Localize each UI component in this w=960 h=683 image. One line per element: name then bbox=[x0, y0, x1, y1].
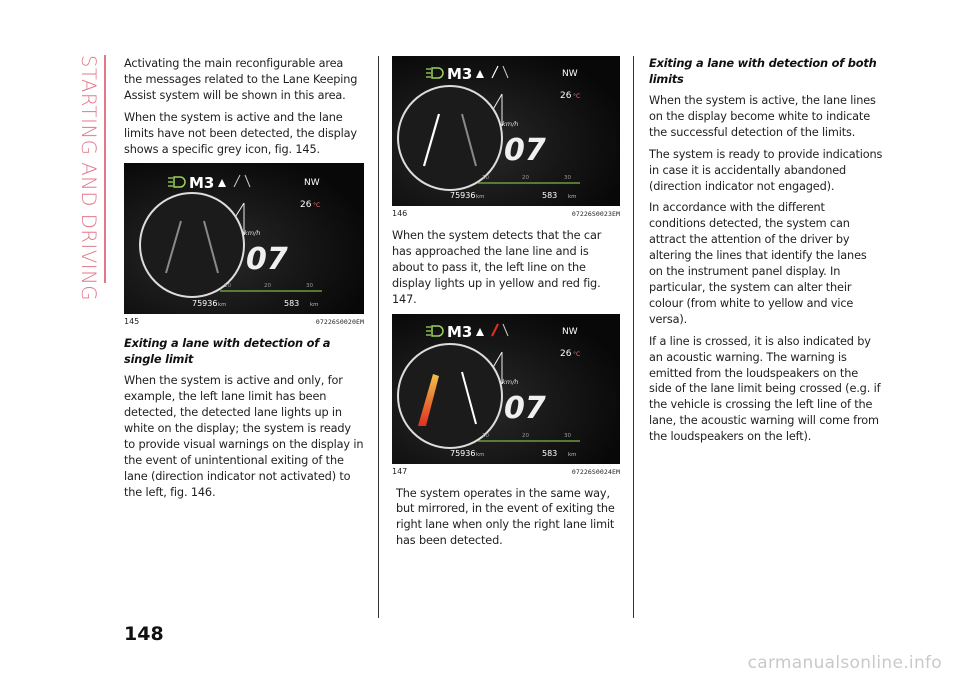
range-unit: km bbox=[568, 194, 577, 200]
dashboard-illustration bbox=[392, 56, 620, 206]
range-unit: km bbox=[568, 451, 577, 458]
heading-label: NW bbox=[562, 326, 578, 337]
odometer: 75936 bbox=[450, 448, 476, 458]
column-1 bbox=[124, 56, 364, 507]
odometer: 75936 bbox=[192, 299, 218, 309]
odometer-unit: km bbox=[476, 451, 485, 458]
temperature: 26 bbox=[300, 200, 312, 211]
odometer-unit: km bbox=[476, 194, 485, 200]
range: 583 bbox=[284, 299, 300, 309]
gear-digits: 07 bbox=[504, 133, 546, 168]
tick-10: 10 bbox=[224, 283, 231, 290]
page-number: 148 bbox=[124, 623, 164, 645]
heading-label: NW bbox=[304, 178, 320, 189]
col1-paragraph-1: Activating the main reconfigurable area the messages related to the Lane Keeping Assist system will be shown in this area. bbox=[124, 57, 358, 102]
tick-20: 20 bbox=[522, 175, 529, 181]
odometer-unit: km bbox=[218, 302, 227, 309]
zoom-circle bbox=[140, 193, 244, 297]
col2-paragraph-1: When the system detects that the car has approached the lane line and is about to pass it, the left line on the display lights up in yellow and red fig. 147. bbox=[392, 229, 602, 306]
range: 583 bbox=[542, 448, 558, 458]
tick-20: 20 bbox=[264, 283, 271, 290]
col3-heading: Exiting a lane with detection of both limits bbox=[649, 56, 877, 86]
temperature: 26 bbox=[560, 348, 572, 359]
dashboard-illustration bbox=[124, 163, 364, 314]
section-side-rule bbox=[104, 55, 106, 283]
speed-unit: km/h bbox=[502, 120, 519, 128]
odometer: 75936 bbox=[450, 191, 476, 200]
col3-paragraph-2: The system is ready to provide indications in case it is accidentally abandoned (direction indicator not engaged). bbox=[649, 147, 883, 193]
tick-30: 30 bbox=[306, 283, 313, 290]
figure-146-number: 146 bbox=[392, 209, 408, 218]
mode-label: M3 bbox=[447, 322, 473, 341]
column-2 bbox=[392, 56, 620, 555]
col1-paragraph-2: When the system is active and the lane limits have not been detected, the display shows a specific grey icon, fig. 145. bbox=[124, 110, 357, 156]
speed-unit: km/h bbox=[502, 377, 519, 386]
tick-10: 10 bbox=[482, 432, 489, 439]
col1-paragraph-3: When the system is active and only, for example, the left lane limit has been detected, the detected lane lights up in white on the display; the system is ready to provide visual warnings on the display in the event of unintentional exiting of the lane (direction indicator not activated) to the left, fig. 146. bbox=[124, 374, 364, 499]
figure-146-display bbox=[392, 56, 620, 206]
col1-heading: Exiting a lane with detection of a single limit bbox=[124, 336, 331, 366]
gear-digits: 07 bbox=[246, 242, 288, 278]
tick-10: 10 bbox=[482, 175, 489, 181]
figure-145-code: 07226S0020EM bbox=[315, 318, 364, 327]
figure-146-code: 07226S0023EM bbox=[571, 210, 620, 218]
col3-paragraph-3: In accordance with the different conditions detected, the system can attract the attention of the driver by altering the lines that identify the lanes on the instrument panel display. In particular, the system can alter their colour (from white to yellow and vice versa). bbox=[649, 201, 867, 326]
range: 583 bbox=[542, 191, 558, 200]
range-unit: km bbox=[310, 302, 319, 309]
watermark: carmanualsonline.info bbox=[747, 653, 942, 673]
tick-20: 20 bbox=[522, 432, 529, 439]
temperature-unit: °C bbox=[573, 93, 581, 100]
speed-unit: km/h bbox=[244, 229, 261, 238]
col3-paragraph-4: If a line is crossed, it is also indicated by an acoustic warning. The warning is emitted from the loudspeakers on the side of the lane limit being crossed (e.g. if the vehicle is crossing the left line of the lane, the acoustic warning will come from the loudspeakers on the left). bbox=[649, 334, 881, 444]
mode-label: M3 bbox=[447, 65, 473, 83]
col3-paragraph-1: When the system is active, the lane lines on the display become white to indicate the successful detection of the limits. bbox=[649, 94, 876, 139]
temperature-unit: °C bbox=[573, 350, 581, 358]
tick-30: 30 bbox=[564, 432, 571, 439]
column-divider-2 bbox=[633, 56, 634, 618]
column-3 bbox=[649, 56, 883, 451]
heading-label: NW bbox=[562, 69, 578, 79]
section-title bbox=[74, 55, 100, 302]
figure-147-code: 07226S0024EM bbox=[571, 467, 620, 476]
gear-digits: 07 bbox=[504, 390, 546, 426]
figure-146-caption bbox=[392, 209, 620, 218]
temperature-unit: °C bbox=[313, 202, 321, 210]
figure-147-display bbox=[392, 314, 620, 464]
dashboard-illustration bbox=[392, 314, 620, 464]
col2-paragraph-2: The system operates in the same way, but mirrored, in the event of exiting the right lane when only the right lane limit has been detected. bbox=[396, 486, 615, 548]
figure-147-number: 147 bbox=[392, 466, 408, 476]
figure-145-display bbox=[124, 163, 364, 314]
figure-147-caption bbox=[392, 467, 620, 476]
temperature: 26 bbox=[560, 91, 572, 101]
column-divider-1 bbox=[378, 56, 379, 618]
section-title-text: STARTING AND DRIVING bbox=[77, 55, 100, 302]
figure-145-number: 145 bbox=[124, 317, 140, 327]
figure-145-caption bbox=[124, 317, 364, 326]
tick-30: 30 bbox=[564, 175, 571, 181]
mode-label: M3 bbox=[189, 174, 215, 193]
